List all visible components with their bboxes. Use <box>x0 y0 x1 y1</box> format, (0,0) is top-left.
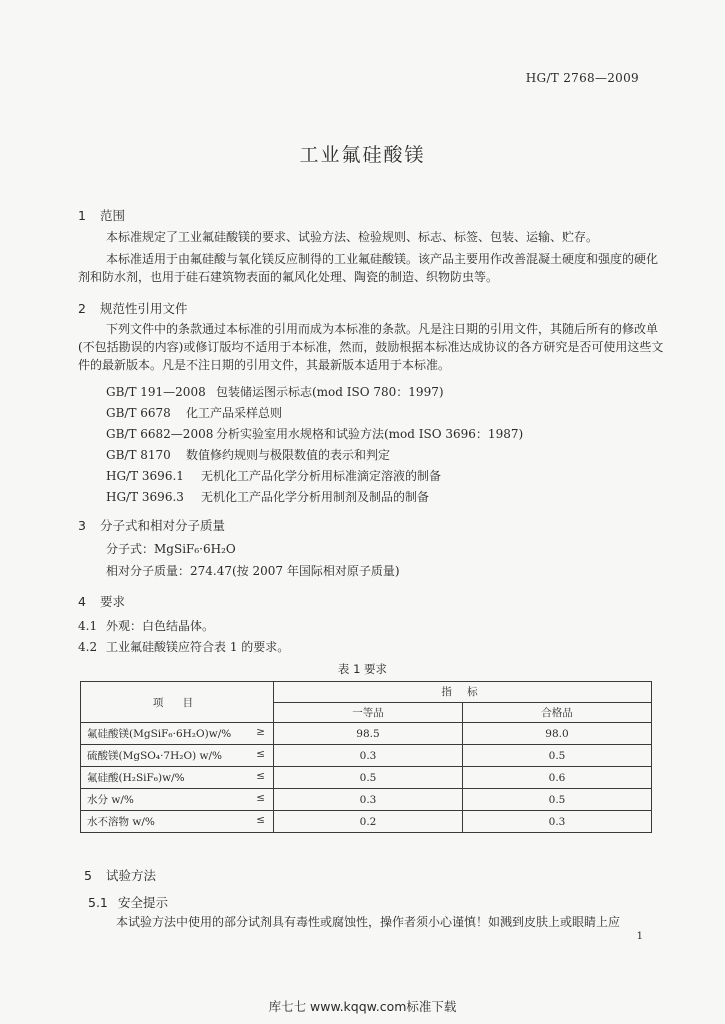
item-label: 氟硅酸(H₂SiF₆)w/% <box>87 772 185 784</box>
section-title: 要求 <box>99 594 125 609</box>
molecular-formula: 分子式：MgSiF₆·6H₂O <box>106 542 236 556</box>
document-title: 工业氟硅酸镁 <box>299 144 426 166</box>
section-number: 1 <box>78 208 86 223</box>
reference-code: GB/T 6682—2008 <box>106 427 214 441</box>
section-title: 规范性引用文件 <box>99 301 188 316</box>
first-grade-value: 98.5 <box>274 723 463 745</box>
section-2-heading <box>78 299 188 317</box>
reference-title: 分析实验室用水规格和试验方法(mod ISO 3696：1987) <box>216 427 524 441</box>
table-row <box>81 811 652 833</box>
qualified-value: 0.5 <box>463 789 652 811</box>
first-grade-value: 0.3 <box>274 789 463 811</box>
section-number: 5 <box>84 868 92 883</box>
section-title: 分子式和相对分子质量 <box>99 518 225 533</box>
section-number: 2 <box>78 301 86 316</box>
section-2-paragraph-1: 下列文件中的条款通过本标准的引用而成为本标准的条款。凡是注日期的引用文件，其随后所有的修改单(不包括勘误的内容)或修订版均不适用于本标准，然而，鼓励根据本标准达成协议的各方研究是否可使用这些文件的最新版本。凡是不注日期的引用文件，其最新版本适用于本标准。 <box>78 322 664 372</box>
first-grade-value: 0.5 <box>274 767 463 789</box>
item-name <box>81 745 274 767</box>
column-header-qualified: 合格品 <box>463 702 652 723</box>
clause-text: 工业氟硅酸镁应符合表 1 的要求。 <box>106 640 290 654</box>
section-number: 3 <box>78 518 86 533</box>
page-number: 1 <box>636 931 643 942</box>
clause-text: 安全提示 <box>118 895 169 910</box>
reference-title: 化工产品采样总则 <box>186 406 283 420</box>
comparison-operator: ≤ <box>256 792 265 804</box>
table-row <box>81 789 652 811</box>
section-number: 4 <box>78 594 86 609</box>
reference-item <box>106 467 441 484</box>
clause-number: 5.1 <box>88 895 108 910</box>
clause-4-1 <box>78 617 214 634</box>
clause-text: 外观：白色结晶体。 <box>106 619 215 633</box>
item-name <box>81 811 274 833</box>
reference-item <box>106 488 429 505</box>
column-header-first-grade: 一等品 <box>274 702 463 723</box>
qualified-value: 0.5 <box>463 745 652 767</box>
qualified-value: 98.0 <box>463 723 652 745</box>
qualified-value: 0.6 <box>463 767 652 789</box>
item-label: 氟硅酸镁(MgSiF₆·6H₂O)w/% <box>87 728 232 740</box>
section-5-heading <box>84 866 156 884</box>
section-5-paragraph-1: 本试验方法中使用的部分试剂具有毒性或腐蚀性，操作者须小心谨慎！如溅到皮肤上或眼睛上应 <box>116 915 621 929</box>
item-label: 水不溶物 w/% <box>87 816 155 828</box>
standard-code: HG/T 2768—2009 <box>525 71 639 85</box>
requirements-table <box>80 681 652 833</box>
column-header-item: 项 目 <box>81 682 274 723</box>
column-header-index: 指 标 <box>274 682 652 703</box>
reference-title: 包装储运图示标志(mod ISO 780：1997) <box>216 385 444 399</box>
reference-item <box>106 425 523 442</box>
item-name <box>81 723 274 745</box>
reference-code: GB/T 8170 <box>106 448 171 462</box>
reference-title: 无机化工产品化学分析用制剂及制品的制备 <box>201 490 430 504</box>
section-4-heading <box>78 592 125 610</box>
section-1-heading <box>78 206 125 224</box>
reference-item <box>106 383 444 400</box>
reference-code: HG/T 3696.1 <box>106 469 184 483</box>
section-1-paragraph-1: 本标准规定了工业氟硅酸镁的要求、试验方法、检验规则、标志、标签、包装、运输、贮存。 <box>106 230 599 244</box>
clause-5-1 <box>88 893 168 911</box>
table-row <box>81 745 652 767</box>
item-name <box>81 789 274 811</box>
reference-code: HG/T 3696.3 <box>106 490 184 504</box>
comparison-operator: ≥ <box>256 726 265 738</box>
comparison-operator: ≤ <box>256 770 265 782</box>
comparison-operator: ≤ <box>256 748 265 760</box>
first-grade-value: 0.3 <box>274 745 463 767</box>
comparison-operator: ≤ <box>256 814 265 826</box>
table-caption: 表 1 要求 <box>337 662 388 676</box>
first-grade-value: 0.2 <box>274 811 463 833</box>
clause-4-2 <box>78 638 289 655</box>
table-header-row <box>81 682 652 703</box>
item-label: 水分 w/% <box>87 794 134 806</box>
reference-title: 数值修约规则与极限数值的表示和判定 <box>186 448 391 462</box>
footer-watermark-text: 库七七 www.kqqw.com标准下载 <box>268 999 457 1014</box>
reference-code: GB/T 191—2008 <box>106 385 206 399</box>
molecular-mass: 相对分子质量：274.47(按 2007 年国际相对原子质量) <box>106 564 400 578</box>
section-title: 范围 <box>99 208 125 223</box>
reference-code: GB/T 6678 <box>106 406 171 420</box>
item-label: 硫酸镁(MgSO₄·7H₂O) w/% <box>87 750 223 762</box>
table-row <box>81 767 652 789</box>
section-3-heading <box>78 516 225 534</box>
clause-number: 4.2 <box>78 640 98 654</box>
section-title: 试验方法 <box>105 868 156 883</box>
clause-number: 4.1 <box>78 619 98 633</box>
reference-item <box>106 446 390 463</box>
qualified-value: 0.3 <box>463 811 652 833</box>
table-row <box>81 723 652 745</box>
reference-item <box>106 404 282 421</box>
reference-title: 无机化工产品化学分析用标准滴定溶液的制备 <box>201 469 442 483</box>
section-1-paragraph-2: 本标准适用于由氟硅酸与氧化镁反应制得的工业氟硅酸镁。该产品主要用作改善混凝土硬度和强度的硬化剂和防水剂，也用于硅石建筑物表面的氟风化处理、陶瓷的制造、织物防虫等。 <box>78 252 659 284</box>
item-name <box>81 767 274 789</box>
